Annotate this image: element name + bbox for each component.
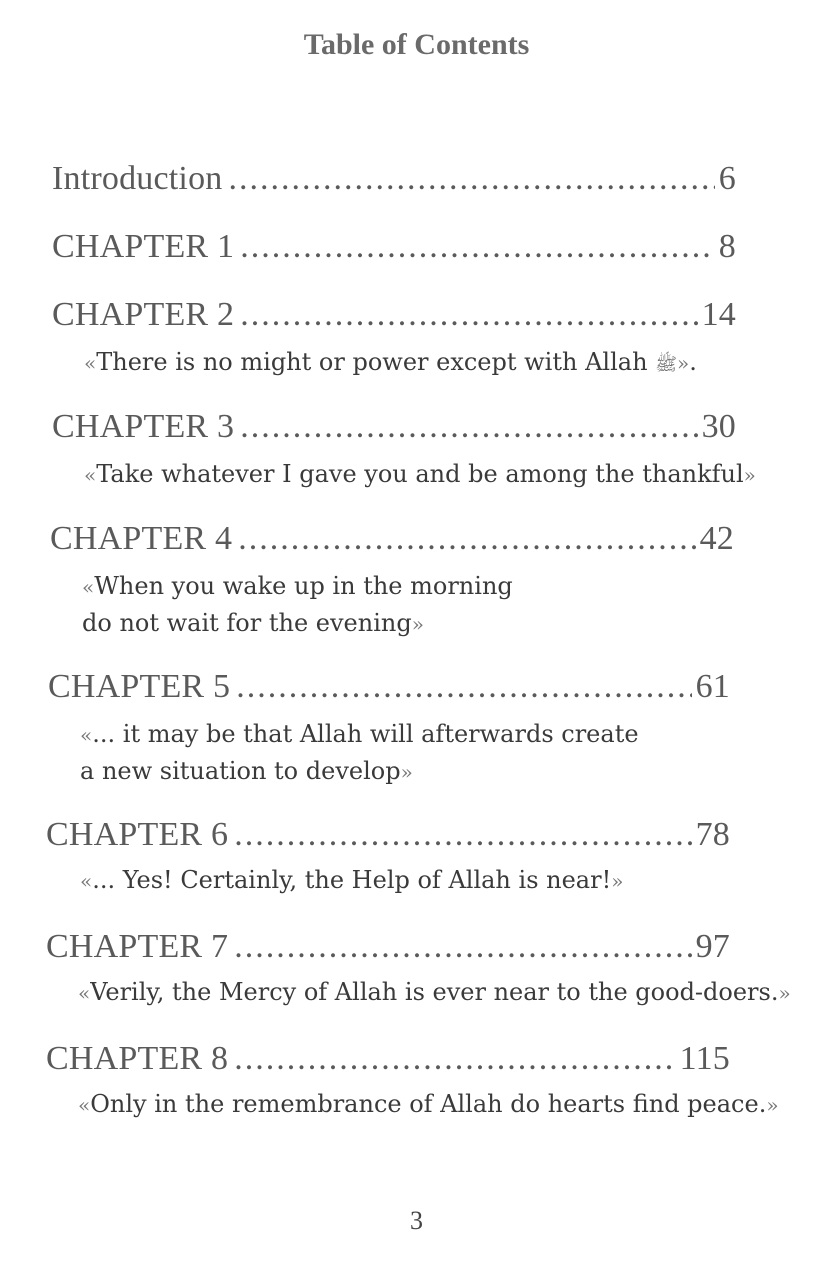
quote-open-ornament-icon: « (84, 463, 97, 487)
leader-dots (234, 1040, 675, 1078)
quote-open-ornament-icon: « (80, 723, 93, 747)
leader-dots (234, 816, 691, 854)
blessing-glyph-icon: ﷺ (655, 354, 677, 375)
leader-dots (238, 520, 695, 558)
quote-line: ... Yes! Certainly, the Help of Allah is near! (92, 866, 612, 894)
chapter-quote (84, 456, 756, 493)
toc-entry-label: CHAPTER 4 (50, 520, 233, 557)
toc-entry-label: Introduction (52, 160, 223, 197)
toc-entry-page: 115 (679, 1040, 730, 1077)
leader-dots (240, 408, 697, 446)
page-number: 3 (410, 1206, 423, 1235)
chapter-quote (80, 716, 639, 790)
toc-entry-chapter-4[interactable] (50, 520, 734, 564)
quote-open-ornament-icon: « (78, 1093, 91, 1117)
toc-entry-chapter-6[interactable] (46, 816, 730, 860)
toc-entry-label: CHAPTER 3 (52, 408, 235, 445)
quote-open-ornament-icon: « (78, 981, 91, 1005)
quote-open-ornament-icon: « (82, 575, 95, 599)
leader-dots (240, 228, 715, 266)
toc-entry-chapter-3[interactable] (52, 408, 736, 452)
leader-dots (228, 160, 714, 198)
toc-entry-label: CHAPTER 8 (46, 1040, 229, 1077)
toc-entry-chapter-1[interactable] (52, 228, 736, 272)
toc-entry-page: 30 (701, 408, 736, 445)
chapter-quote (82, 568, 513, 642)
chapter-quote (80, 862, 623, 899)
quote-line: do not wait for the evening (82, 609, 412, 637)
leader-dots (240, 296, 697, 334)
leader-dots (234, 928, 691, 966)
chapter-quote (84, 344, 697, 383)
toc-entry-label: CHAPTER 6 (46, 816, 229, 853)
quote-close-ornament-icon: » (743, 463, 756, 487)
leader-dots (236, 668, 691, 706)
toc-entry-label: CHAPTER 2 (52, 296, 235, 333)
toc-entry-label: CHAPTER 5 (48, 668, 231, 705)
quote-open-ornament-icon: « (80, 869, 93, 893)
quote-line: There is no might or power except with Allah (96, 348, 648, 376)
quote-open-ornament-icon: « (84, 351, 97, 375)
toc-entry-page: 14 (701, 296, 736, 333)
toc-entry-page: 6 (718, 160, 736, 197)
quote-close-ornament-icon: » (766, 1093, 779, 1117)
quote-line: a new situation to develop (80, 757, 401, 785)
quote-close-ornament-icon: » (400, 760, 413, 784)
quote-close-ornament-icon: » (676, 351, 690, 375)
quote-close-ornament-icon: » (411, 612, 424, 636)
toc-entry-chapter-7[interactable] (46, 928, 730, 972)
quote-end-punctuation: . (689, 348, 697, 376)
quote-line: ... it may be that Allah will afterwards create (92, 720, 639, 748)
toc-entry-chapter-5[interactable] (48, 668, 730, 712)
quote-close-ornament-icon: » (611, 869, 624, 893)
toc-entry-page: 61 (695, 668, 730, 705)
chapter-quote (78, 1086, 779, 1123)
page-title: Table of Contents (303, 28, 530, 61)
chapter-quote (78, 974, 791, 1011)
toc-entry-introduction[interactable] (52, 160, 736, 204)
toc-entry-page: 97 (695, 928, 730, 965)
quote-close-ornament-icon: » (778, 981, 791, 1005)
toc-entry-chapter-2[interactable] (52, 296, 736, 340)
toc-entry-page: 78 (695, 816, 730, 853)
toc-entry-chapter-8[interactable] (46, 1040, 730, 1084)
quote-line: Only in the remembrance of Allah do hearts find peace. (90, 1090, 767, 1118)
quote-line: When you wake up in the morning (94, 572, 513, 600)
quote-line: Take whatever I gave you and be among the thankful (96, 460, 744, 488)
toc-entry-page: 8 (718, 228, 736, 265)
toc-entry-label: CHAPTER 1 (52, 228, 235, 265)
toc-entry-page: 42 (699, 520, 734, 557)
toc-entry-label: CHAPTER 7 (46, 928, 229, 965)
quote-line: Verily, the Mercy of Allah is ever near to the good-doers. (90, 978, 779, 1006)
